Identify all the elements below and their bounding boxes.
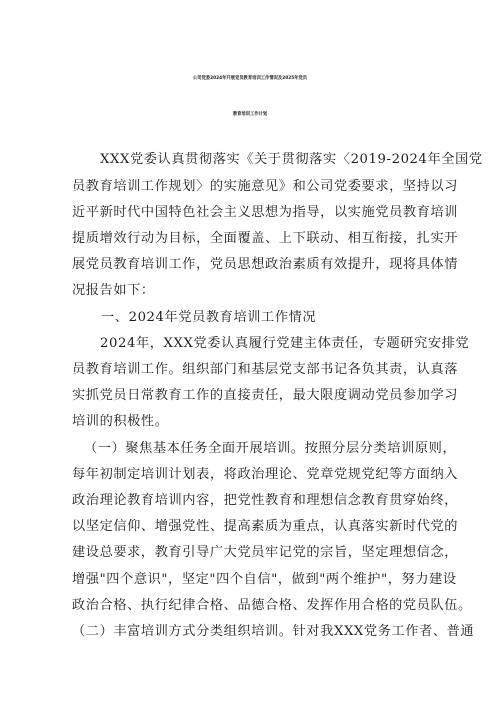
body-line: 以坚定信仰、增强党性、提高素质为重点，认真落实新时代党的 bbox=[72, 519, 459, 534]
body-line: 建设总要求，教育引导广大党员牢记党的宗旨，坚定理想信念， bbox=[72, 545, 459, 560]
body-line: XXX党委认真贯彻落实《关于贯彻落实〈2019-2024年全国党 bbox=[100, 152, 483, 167]
body-line: 政治合格、执行纪律合格、品德合格、发挥作用合格的党员队伍。 bbox=[72, 598, 472, 613]
body-line: 培训的积极性。 bbox=[72, 414, 169, 429]
subsection-heading: （一）聚焦基本任务全面开展培训。按照分层分类培训原则， bbox=[84, 441, 457, 456]
body-line: 员教育培训工作规划〉的实施意见》和公司党委要求，坚持以习 bbox=[72, 179, 459, 194]
body-line: 2024年，XXX党委认真履行党建主体责任，专题研究安排党 bbox=[100, 336, 470, 351]
body-line: 提质增效行动为目标，全面覆盖、上下联动、相互衔接，扎实开 bbox=[72, 231, 459, 246]
body-line: 况报告如下： bbox=[72, 283, 155, 298]
body-line: 每年初制定培训计划表，将政治理论、党章党规党纪等方面纳入 bbox=[72, 467, 459, 482]
body-line: 近平新时代中国特色社会主义思想为指导，以实施党员教育培训 bbox=[72, 205, 459, 220]
body-line: 展党员教育培训工作，党员思想政治素质有效提升，现将具体情 bbox=[72, 257, 459, 272]
section-heading: 一、2024年党员教育培训工作情况 bbox=[101, 310, 317, 325]
document-title-line-1: 公司党委2024年开展党员教育培训工作情况及2025年党员 bbox=[192, 76, 308, 81]
body-line: 政治理论教育培训内容，把党性教育和理想信念教育贯穿始终， bbox=[72, 493, 459, 508]
subsection-heading: （二）丰富培训方式分类组织培训。针对我XXX党务工作者、普通 bbox=[72, 624, 475, 639]
body-line: 增强"四个意识"，坚定"四个自信"，做到"两个维护"，努力建设 bbox=[72, 572, 457, 587]
body-line: 员教育培训工作。组织部门和基层党支部书记各负其责，认真落 bbox=[72, 362, 459, 377]
body-line: 实抓党员日常教育工作的直接责任，最大限度调动党员参加学习 bbox=[72, 388, 459, 403]
document-title-line-2: 教育培训工作计划 bbox=[232, 112, 268, 117]
